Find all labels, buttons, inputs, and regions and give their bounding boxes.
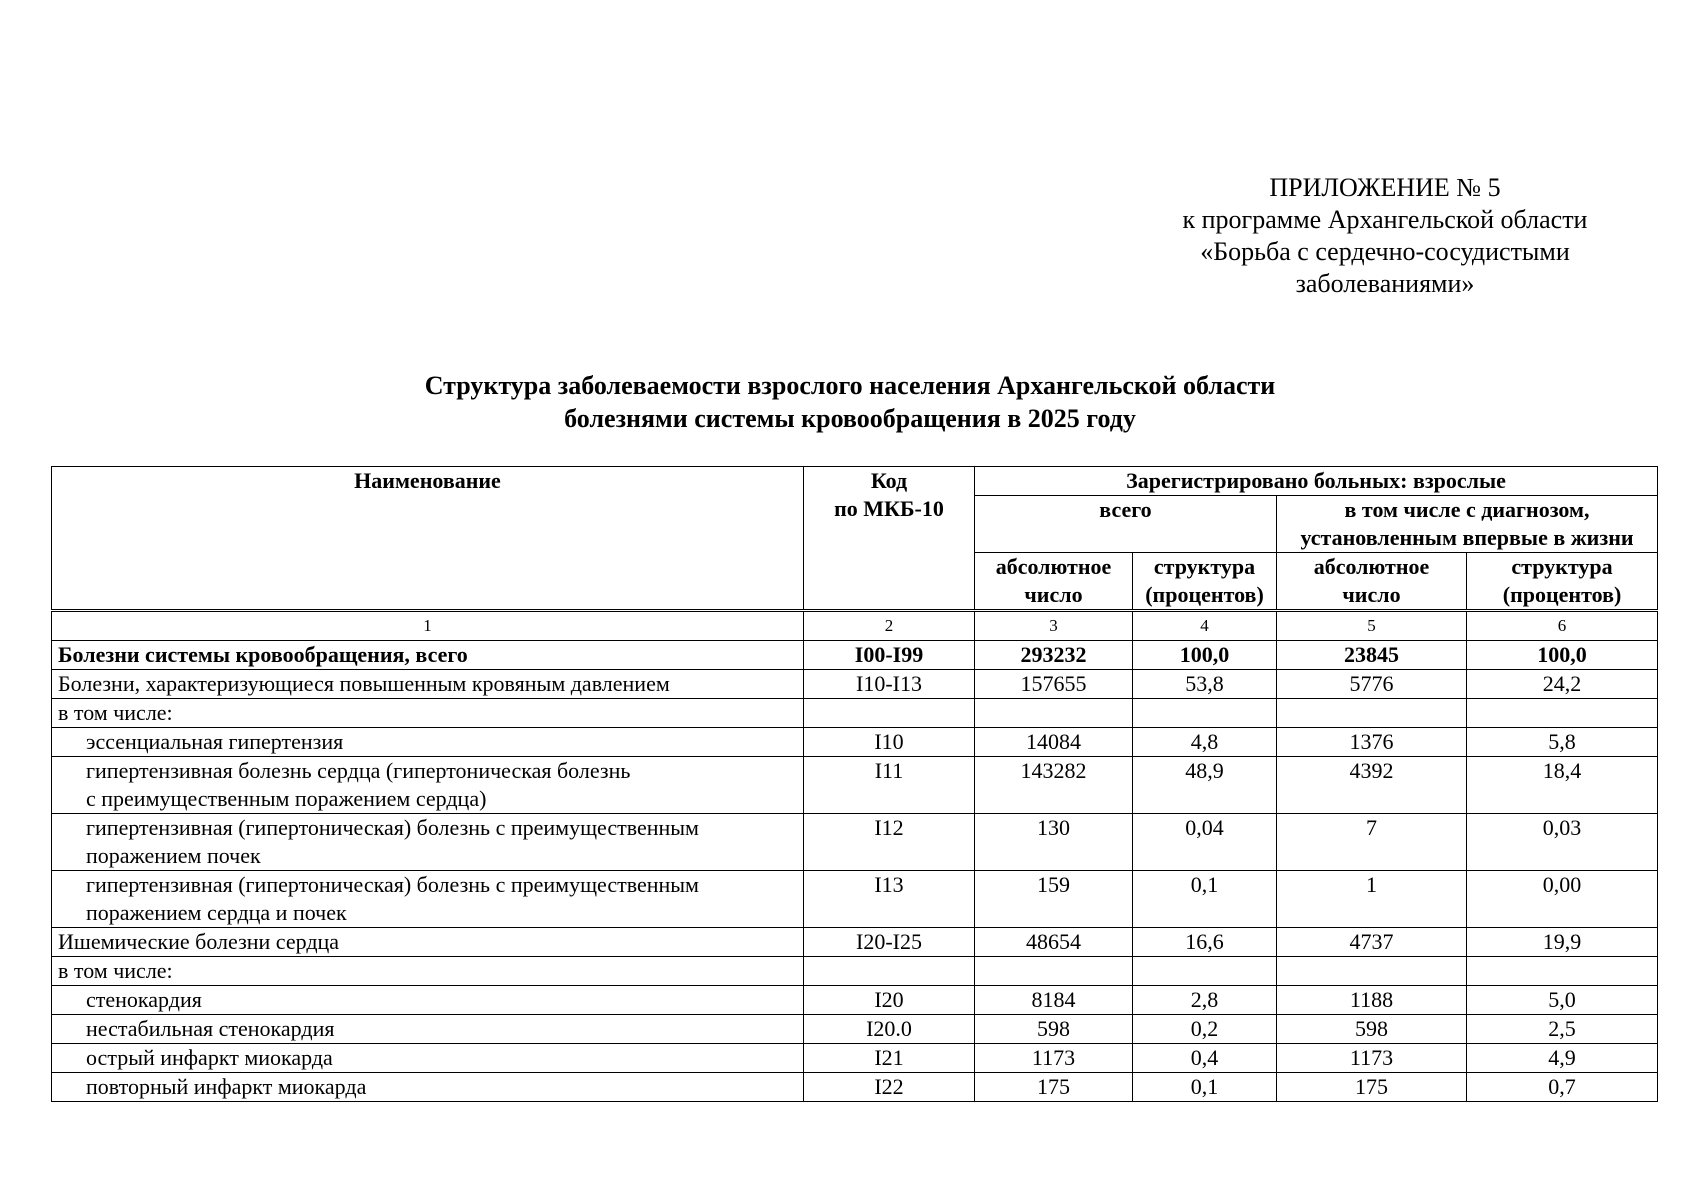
table-header — [51, 466, 1658, 610]
row-name: в том числе: — [52, 957, 804, 986]
table-row — [52, 871, 1658, 928]
row-name: Болезни, характеризующиеся повышенным кровяным давлением — [52, 670, 804, 699]
row-abs-first: 4392 — [1277, 757, 1467, 814]
row-abs-total: 157655 — [975, 670, 1133, 699]
row-name-line: гипертензивная (гипертоническая) болезнь с преимущественным — [86, 815, 699, 840]
row-pct-total: 16,6 — [1133, 928, 1277, 957]
row-abs-total: 14084 — [975, 728, 1133, 757]
row-pct-first: 0,7 — [1467, 1073, 1658, 1102]
column-number: 5 — [1277, 612, 1467, 641]
column-number-row — [52, 612, 1658, 641]
row-pct-first: 0,00 — [1467, 871, 1658, 928]
row-pct-first: 2,5 — [1467, 1015, 1658, 1044]
table-row — [52, 1044, 1658, 1073]
row-name: стенокардия — [52, 986, 804, 1015]
row-name-line: гипертензивная (гипертоническая) болезнь с преимущественным — [86, 872, 699, 897]
row-name-line: поражением почек — [86, 843, 261, 868]
header-name: Наименование — [52, 467, 804, 610]
row-pct-first: 4,9 — [1467, 1044, 1658, 1073]
row-name: Ишемические болезни сердца — [52, 928, 804, 957]
row-pct-total: 100,0 — [1133, 641, 1277, 670]
header-code: Код по МКБ-10 — [804, 467, 975, 610]
row-pct-first: 0,03 — [1467, 814, 1658, 871]
row-abs-total: 293232 — [975, 641, 1133, 670]
table-row — [52, 986, 1658, 1015]
table-row — [52, 1015, 1658, 1044]
row-pct-first: 19,9 — [1467, 928, 1658, 957]
header-registered: Зарегистрировано больных: взрослые — [975, 467, 1658, 496]
row-name-line: с преимущественным поражением сердца) — [86, 786, 487, 811]
header-pct-first: структура (процентов) — [1467, 553, 1658, 610]
row-abs-first: 1173 — [1277, 1044, 1467, 1073]
row-name — [52, 757, 804, 814]
row-name: нестабильная стенокардия — [52, 1015, 804, 1044]
row-abs-total — [975, 957, 1133, 986]
row-name: Болезни системы кровообращения, всего — [52, 641, 804, 670]
row-pct-total: 2,8 — [1133, 986, 1277, 1015]
column-number: 3 — [975, 612, 1133, 641]
appendix-program-name-end: заболеваниями» — [1295, 269, 1475, 298]
column-number: 6 — [1467, 612, 1658, 641]
appendix-block — [1180, 172, 1590, 300]
row-abs-first: 4737 — [1277, 928, 1467, 957]
row-abs-first — [1277, 699, 1467, 728]
header-total: всего — [975, 496, 1277, 553]
row-abs-first: 1 — [1277, 871, 1467, 928]
row-pct-first — [1467, 957, 1658, 986]
appendix-program: к программе Архангельской области — [1182, 205, 1588, 234]
row-code: I20 — [804, 986, 975, 1015]
appendix-number: ПРИЛОЖЕНИЕ № 5 — [1269, 173, 1501, 202]
row-code: I11 — [804, 757, 975, 814]
row-code: I20.0 — [804, 1015, 975, 1044]
row-pct-first: 100,0 — [1467, 641, 1658, 670]
row-pct-total: 0,1 — [1133, 871, 1277, 928]
row-name: в том числе: — [52, 699, 804, 728]
row-code: I21 — [804, 1044, 975, 1073]
column-number: 2 — [804, 612, 975, 641]
table-row — [52, 928, 1658, 957]
row-abs-first: 23845 — [1277, 641, 1467, 670]
row-pct-total: 0,2 — [1133, 1015, 1277, 1044]
table-row — [52, 1073, 1658, 1102]
row-code: I12 — [804, 814, 975, 871]
appendix-program-name: «Борьба с сердечно-сосудистыми — [1200, 237, 1570, 266]
column-number: 1 — [52, 612, 804, 641]
row-abs-total: 143282 — [975, 757, 1133, 814]
row-pct-total: 0,4 — [1133, 1044, 1277, 1073]
row-code — [804, 957, 975, 986]
table-row — [52, 699, 1658, 728]
row-code: I00-I99 — [804, 641, 975, 670]
row-pct-total: 4,8 — [1133, 728, 1277, 757]
row-name — [52, 871, 804, 928]
row-abs-total: 159 — [975, 871, 1133, 928]
row-name: острый инфаркт миокарда — [52, 1044, 804, 1073]
row-abs-first: 598 — [1277, 1015, 1467, 1044]
row-abs-first: 1376 — [1277, 728, 1467, 757]
table-row — [52, 757, 1658, 814]
data-table — [51, 611, 1658, 1102]
row-abs-first: 175 — [1277, 1073, 1467, 1102]
header-abs-first: абсолютное число — [1277, 553, 1467, 610]
row-pct-total: 48,9 — [1133, 757, 1277, 814]
row-pct-first: 5,8 — [1467, 728, 1658, 757]
header-pct-total: структура (процентов) — [1133, 553, 1277, 610]
table-row — [52, 641, 1658, 670]
column-number: 4 — [1133, 612, 1277, 641]
header-abs-total: абсолютное число — [975, 553, 1133, 610]
row-abs-first — [1277, 957, 1467, 986]
row-pct-total: 53,8 — [1133, 670, 1277, 699]
document-title — [50, 369, 1650, 435]
row-pct-first: 18,4 — [1467, 757, 1658, 814]
row-abs-first: 5776 — [1277, 670, 1467, 699]
row-code: I22 — [804, 1073, 975, 1102]
row-name: эссенциальная гипертензия — [52, 728, 804, 757]
table-row — [52, 670, 1658, 699]
row-abs-total: 48654 — [975, 928, 1133, 957]
row-code: I20-I25 — [804, 928, 975, 957]
row-code: I13 — [804, 871, 975, 928]
row-name-line: поражением сердца и почек — [86, 900, 347, 925]
row-code: I10 — [804, 728, 975, 757]
header-first-diagnosed: в том числе с диагнозом, установленным впервые в жизни — [1277, 496, 1658, 553]
title-line-2: болезнями системы кровообращения в 2025 году — [564, 404, 1136, 433]
row-code: I10-I13 — [804, 670, 975, 699]
row-pct-total: 0,1 — [1133, 1073, 1277, 1102]
row-name — [52, 814, 804, 871]
row-abs-total: 130 — [975, 814, 1133, 871]
row-abs-first: 1188 — [1277, 986, 1467, 1015]
row-name: повторный инфаркт миокарда — [52, 1073, 804, 1102]
table-row — [52, 957, 1658, 986]
row-abs-total: 1173 — [975, 1044, 1133, 1073]
row-pct-total — [1133, 699, 1277, 728]
title-line-1: Структура заболеваемости взрослого населения Архангельской области — [424, 371, 1276, 400]
row-pct-first: 24,2 — [1467, 670, 1658, 699]
row-code — [804, 699, 975, 728]
row-abs-first: 7 — [1277, 814, 1467, 871]
row-abs-total — [975, 699, 1133, 728]
row-abs-total: 598 — [975, 1015, 1133, 1044]
row-abs-total: 175 — [975, 1073, 1133, 1102]
table-row — [52, 728, 1658, 757]
table-row — [52, 814, 1658, 871]
row-pct-first — [1467, 699, 1658, 728]
row-pct-first: 5,0 — [1467, 986, 1658, 1015]
row-abs-total: 8184 — [975, 986, 1133, 1015]
row-pct-total — [1133, 957, 1277, 986]
row-pct-total: 0,04 — [1133, 814, 1277, 871]
row-name-line: гипертензивная болезнь сердца (гипертоническая болезнь — [86, 758, 631, 783]
